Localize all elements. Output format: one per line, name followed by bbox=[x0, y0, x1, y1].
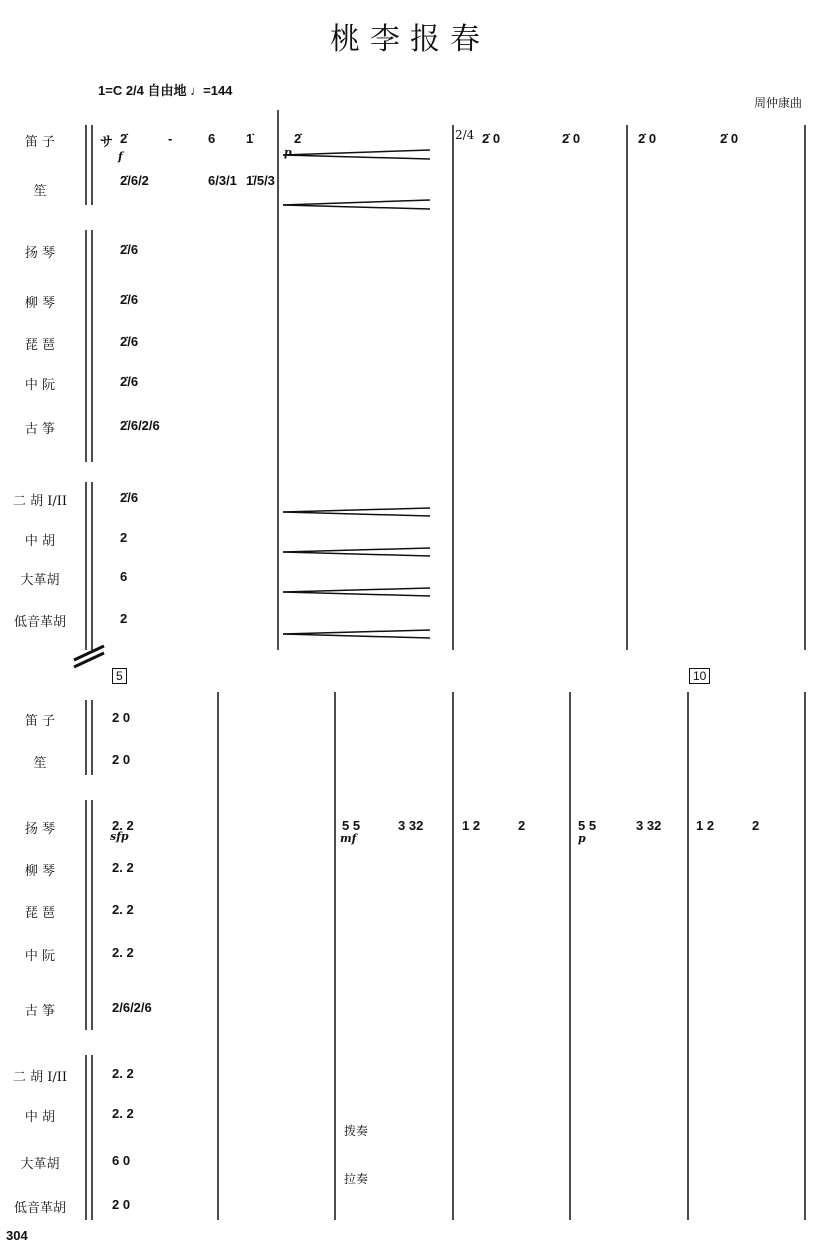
note: 1 2 bbox=[462, 818, 481, 833]
instrument-label-diyin-gehu-2: 低音革胡 bbox=[13, 1201, 66, 1216]
note: 2 bbox=[120, 611, 128, 626]
note: 2̇/6/2 bbox=[120, 173, 149, 188]
measure-number-10: 10 bbox=[689, 668, 710, 684]
instrument-label-liuqin: 柳 琴 bbox=[24, 296, 56, 311]
instrument-label-dagehu-2: 大革胡 bbox=[20, 1157, 60, 1172]
note: 2. 2 bbox=[112, 1066, 134, 1081]
note: 2 bbox=[518, 818, 526, 833]
note: 5 5 bbox=[578, 818, 597, 833]
time-signature: 2/4 bbox=[455, 128, 475, 142]
note: - bbox=[168, 131, 173, 146]
instrument-label-erhu: 二 胡 I/II bbox=[12, 494, 68, 509]
note: 2̇ 0 bbox=[562, 131, 581, 146]
technique-arco: 拉奏 bbox=[344, 1172, 369, 1186]
instrument-label-dizi: 笛 子 bbox=[24, 135, 56, 150]
note: 3 32 bbox=[636, 818, 662, 833]
note: 2̇/6 bbox=[120, 292, 139, 307]
note: 6 bbox=[120, 569, 128, 584]
instrument-label-pipa-2: 琵 琶 bbox=[24, 906, 56, 921]
composer-credit: 周仲康曲 bbox=[753, 96, 802, 110]
note: 2. 2 bbox=[112, 902, 134, 917]
dynamic-sfp: sfp bbox=[110, 830, 129, 843]
technique-pizz: 拨奏 bbox=[344, 1124, 369, 1138]
note: 6 0 bbox=[112, 1153, 131, 1168]
dynamic-p: p bbox=[284, 146, 292, 159]
note: 2/6/2/6 bbox=[112, 1000, 152, 1015]
instrument-label-erhu-2: 二 胡 I/II bbox=[12, 1070, 68, 1085]
note: 2 bbox=[752, 818, 760, 833]
instrument-label-liuqin-2: 柳 琴 bbox=[24, 864, 56, 879]
page-number: 304 bbox=[6, 1228, 28, 1243]
note: 2̇ 0 bbox=[638, 131, 657, 146]
instrument-label-zhongruan-2: 中 阮 bbox=[24, 949, 56, 964]
instrument-label-zhonghu: 中 胡 bbox=[24, 534, 56, 549]
note: 5 5 bbox=[342, 818, 361, 833]
note: 2̇ 0 bbox=[720, 131, 739, 146]
instrument-label-zhonghu-2: 中 胡 bbox=[24, 1110, 56, 1125]
note: 2̇ bbox=[120, 131, 128, 146]
note: 1̇/5/3 bbox=[246, 173, 275, 188]
dynamic-f: f bbox=[118, 150, 123, 163]
note: 6 bbox=[208, 131, 216, 146]
note: 2. 2 bbox=[112, 860, 134, 875]
note: 2̇/6/2/6 bbox=[120, 418, 160, 433]
instrument-label-dizi-2: 笛 子 bbox=[24, 714, 56, 729]
instrument-label-sheng-2: 笙 bbox=[33, 756, 47, 771]
instrument-label-guzheng: 古 筝 bbox=[24, 422, 56, 437]
note: 3 32 bbox=[398, 818, 424, 833]
instrument-label-zhongruan: 中 阮 bbox=[24, 378, 56, 393]
note: 2 bbox=[120, 530, 128, 545]
instrument-label-dagehu: 大革胡 bbox=[20, 573, 60, 588]
note: 2̇ bbox=[294, 131, 302, 146]
tempo-marking: 1=C 2/4 自由地 ♩=144 bbox=[98, 83, 233, 98]
note: 2. 2 bbox=[112, 818, 134, 833]
note: 2 0 bbox=[112, 1197, 131, 1212]
note: 2 0 bbox=[112, 752, 131, 767]
note: 2̇ 0 bbox=[482, 131, 501, 146]
intro-mark: サ bbox=[100, 134, 114, 149]
instrument-label-sheng: 笙 bbox=[33, 184, 47, 199]
instrument-label-diyin-gehu: 低音革胡 bbox=[13, 615, 66, 630]
note: 1 2 bbox=[696, 818, 715, 833]
instrument-label-pipa: 琵 琶 bbox=[24, 338, 56, 353]
instrument-label-guzheng-2: 古 筝 bbox=[24, 1004, 56, 1019]
dynamic-p: p bbox=[578, 832, 586, 845]
dynamic-mf: mf bbox=[340, 832, 357, 845]
note: 2. 2 bbox=[112, 1106, 134, 1121]
note: 2̇/6 bbox=[120, 242, 139, 257]
measure-number-5: 5 bbox=[112, 668, 127, 684]
note: 2̇/6 bbox=[120, 374, 139, 389]
note: 2 0 bbox=[112, 710, 131, 725]
instrument-label-yangqin: 扬 琴 bbox=[24, 246, 56, 261]
note: 1̇ bbox=[246, 131, 254, 146]
page-title: 桃李报春 bbox=[330, 22, 490, 57]
note: 2̇/6 bbox=[120, 490, 139, 505]
note: 2̇/6 bbox=[120, 334, 139, 349]
note: 2. 2 bbox=[112, 945, 134, 960]
note: 6/3/1 bbox=[208, 173, 237, 188]
instrument-label-yangqin-2: 扬 琴 bbox=[24, 822, 56, 837]
